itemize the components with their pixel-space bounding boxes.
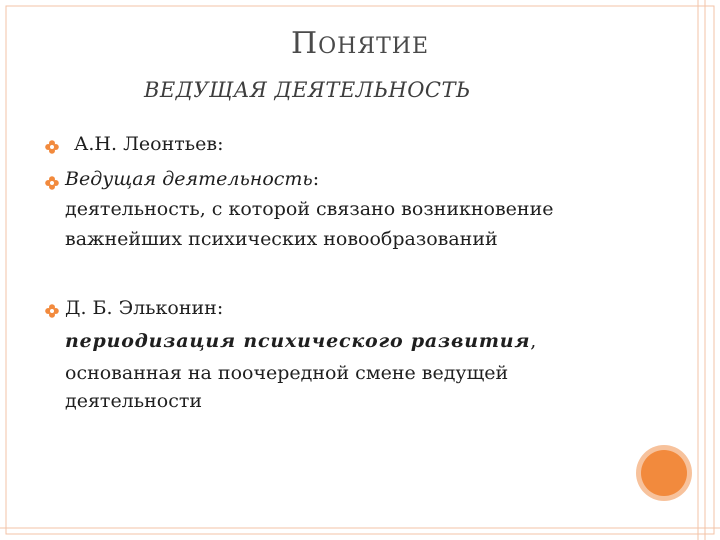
title-first-letter: П [290, 26, 319, 61]
bullet-3-text: Д. Б. Эльконин: [65, 297, 224, 319]
bullet-3-desc-line-2: деятельности [65, 390, 203, 412]
slide-subtitle: ВЕДУЩАЯ ДЕЯТЕЛЬНОСТЬ [144, 78, 471, 102]
bullet-2-desc-line-2: важнейших психических новообразований [65, 228, 498, 250]
bullet-3-desc-line-1: основанная на поочередной смене ведущей [65, 362, 509, 384]
flower-bullet-icon [45, 176, 59, 190]
term-leading-activity: Ведущая деятельность [65, 168, 313, 190]
flower-bullet-icon [45, 304, 59, 318]
term-colon: : [312, 168, 320, 190]
term-periodization: периодизация психического развития [65, 330, 531, 352]
slide-title [0, 26, 720, 61]
bullet-3-heading [65, 330, 536, 352]
term-comma: , [530, 330, 537, 352]
title-rest: ОНЯТИЕ [318, 34, 430, 59]
bullet-2-heading [65, 168, 319, 190]
bullet-2-desc-line-1: деятельность, с которой связано возникновение [65, 198, 554, 220]
decorative-circle [641, 450, 687, 496]
bullet-1-text: А.Н. Леонтьев: [74, 133, 224, 155]
flower-bullet-icon [45, 140, 59, 154]
